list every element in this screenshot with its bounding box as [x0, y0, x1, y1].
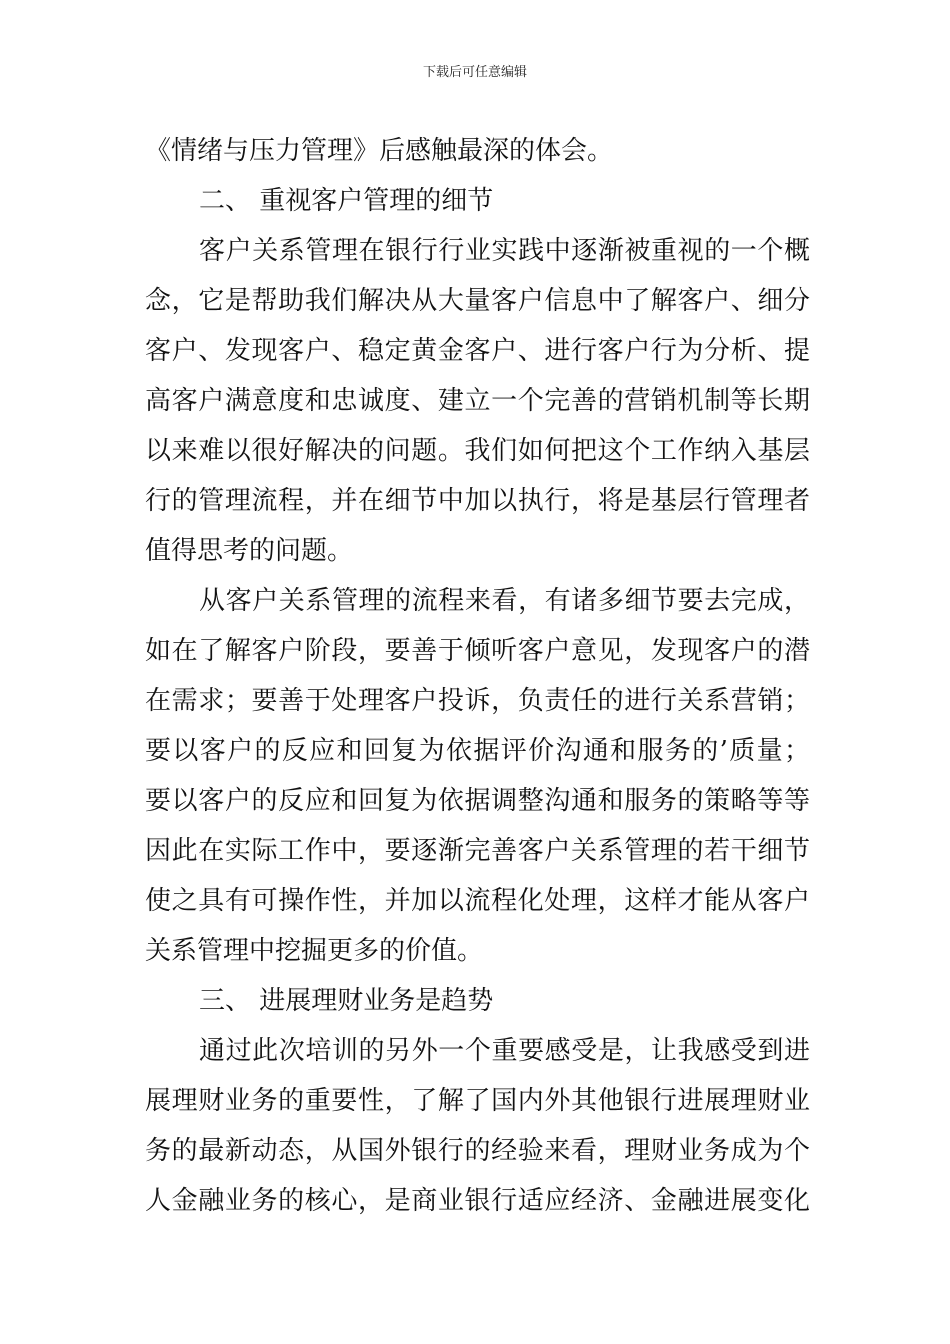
text-line: 如在了解客户阶段，要善于倾听客户意见，发现客户的潜: [145, 636, 810, 666]
text-line: 《情绪与压力管理》后感触最深的体会。: [145, 136, 614, 166]
text-line: 念，它是帮助我们解决从大量客户信息中了解客户、细分: [145, 286, 810, 316]
text-line: 展理财业务的重要性，了解了国内外其他银行进展理财业: [145, 1086, 810, 1116]
text-line: 高客户满意度和忠诚度、建立一个完善的营销机制等长期: [145, 386, 810, 416]
section-heading: 三、 进展理财业务是趋势: [199, 986, 494, 1016]
text-line: 从客户关系管理的流程来看，有诸多细节要去完成，: [199, 586, 810, 616]
text-line: 关系管理中挖掘更多的价值。: [145, 936, 484, 966]
page-header: 下载后可任意编辑: [422, 65, 527, 80]
text-line: 通过此次培训的另外一个重要感受是，让我感受到进: [199, 1036, 810, 1066]
document-body: [145, 126, 810, 1226]
text-line: 人金融业务的核心，是商业银行适应经济、金融进展变化: [145, 1186, 810, 1216]
text-line: 要以客户的反应和回复为依据调整沟通和服务的策略等等: [145, 786, 810, 816]
text-line: 务的最新动态，从国外银行的经验来看，理财业务成为个: [145, 1136, 810, 1166]
text-line: 客户、发现客户、稳定黄金客户、进行客户行为分析、提: [145, 336, 810, 366]
text-line: 客户关系管理在银行行业实践中逐渐被重视的一个概: [199, 236, 810, 266]
text-line: 使之具有可操作性，并加以流程化处理，这样才能从客户: [145, 886, 810, 916]
text-line: 因此在实际工作中，要逐渐完善客户关系管理的若干细节: [145, 836, 810, 866]
text-line: 以来难以很好解决的问题。我们如何把这个工作纳入基层: [145, 436, 810, 466]
text-line: 在需求；要善于处理客户投诉，负责任的进行关系营销；: [145, 686, 810, 716]
text-line: 值得思考的问题。: [145, 536, 354, 566]
section-heading: 二、 重视客户管理的细节: [199, 186, 494, 216]
text-line: 行的管理流程，并在细节中加以执行，将是基层行管理者: [145, 486, 810, 516]
text-line: 要以客户的反应和回复为依据评价沟通和服务的’质量；: [145, 736, 810, 766]
